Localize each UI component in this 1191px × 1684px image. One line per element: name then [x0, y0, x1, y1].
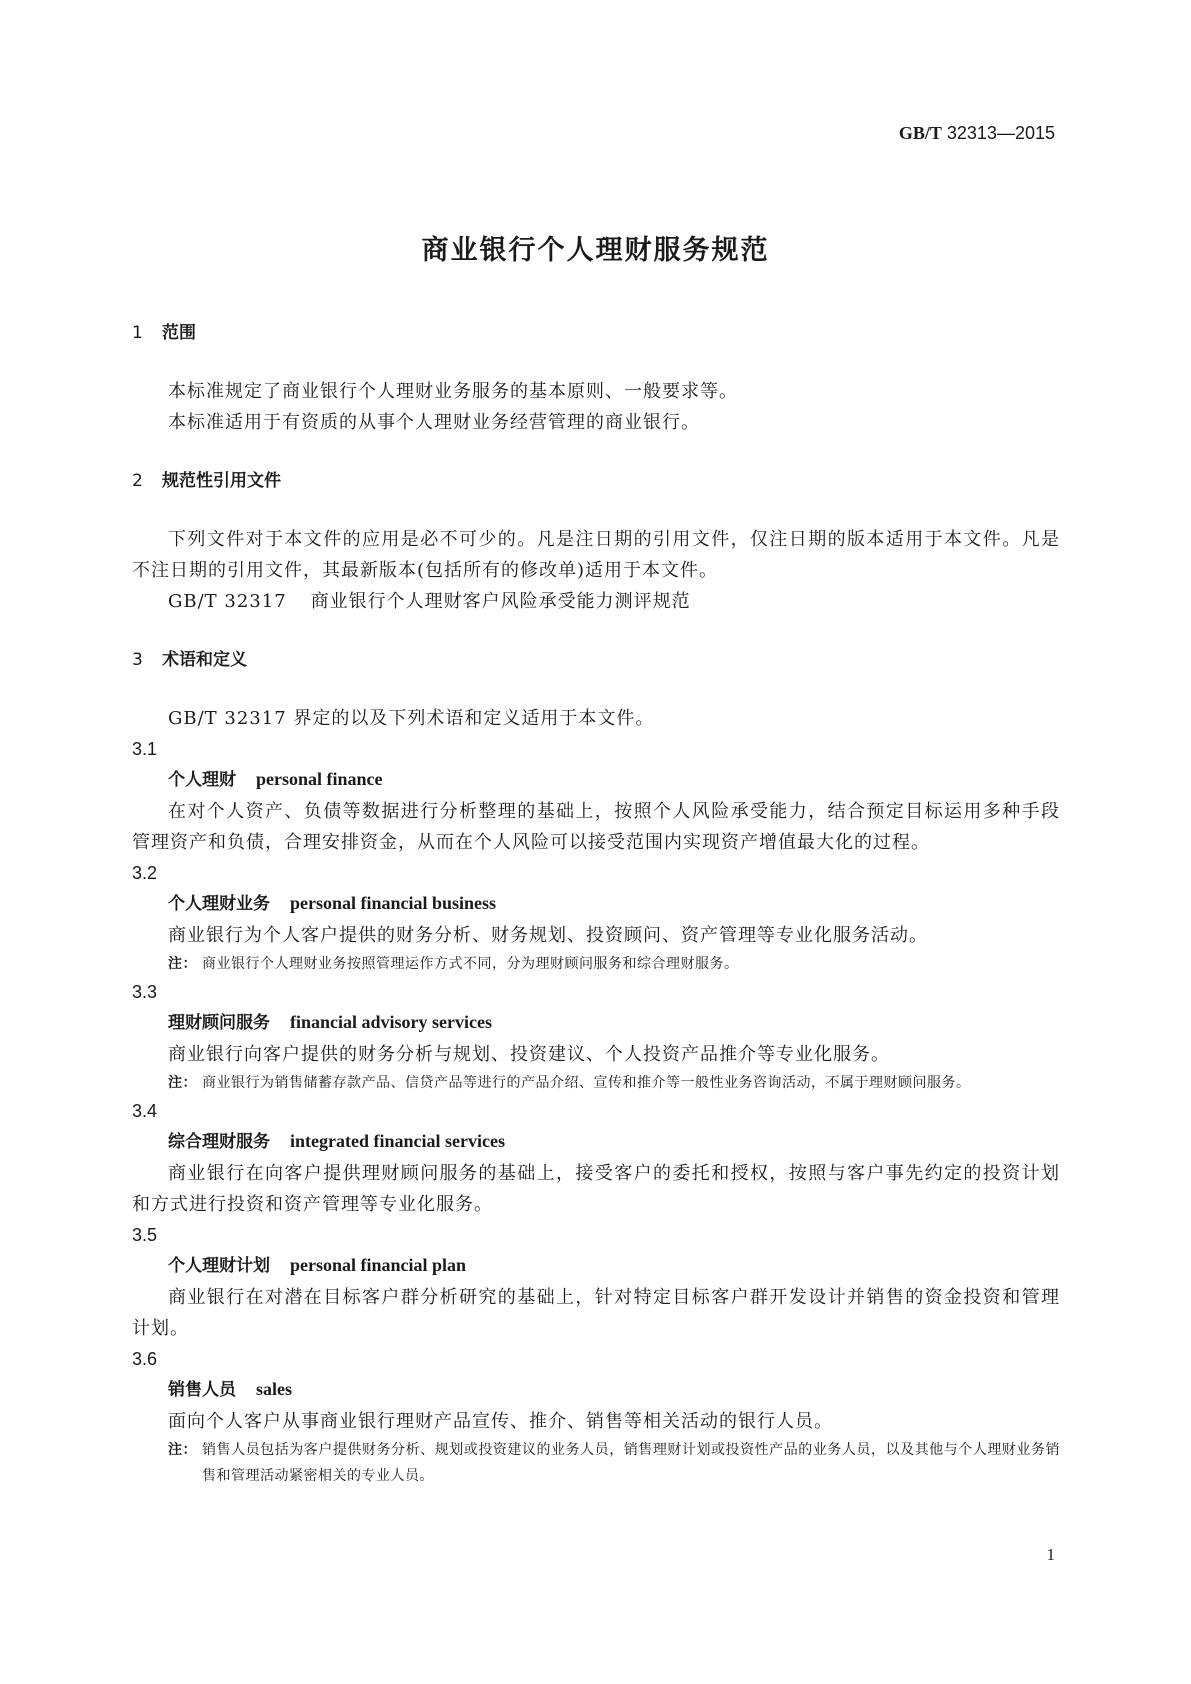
- standard-code-number: 32313—2015: [946, 123, 1055, 143]
- term-name-zh: 个人理财: [168, 770, 236, 790]
- term-note: [132, 951, 1060, 977]
- note-text: 销售人员包括为客户提供财务分析、规划或投资建议的业务人员，销售理财计划或投资性产品的业务人员，以及其他与个人理财业务销售和管理活动紧密相关的专业人员。: [202, 1442, 1060, 1484]
- term-note: [132, 1437, 1060, 1489]
- terms-intro: GB/T 32317 界定的以及下列术语和定义适用于本文件。: [168, 708, 655, 729]
- note-text: 商业银行个人理财业务按照管理运作方式不同，分为理财顾问服务和综合理财服务。: [202, 956, 739, 972]
- paragraph: 本标准规定了商业银行个人理财业务服务的基本原则、一般要求等。: [168, 381, 738, 402]
- term-definition: 面向个人客户从事商业银行理财产品宣传、推介、销售等相关活动的银行人员。: [168, 1411, 833, 1432]
- page-number: 1: [1046, 1545, 1055, 1564]
- section-heading-scope: [132, 320, 1060, 346]
- term-name-zh: 个人理财计划: [168, 1256, 270, 1276]
- term-name-zh: 综合理财服务: [168, 1132, 270, 1152]
- term-number: 3.1: [132, 739, 158, 759]
- term-name-en: personal finance: [256, 769, 383, 789]
- note-text: 商业银行为销售储蓄存款产品、信贷产品等进行的产品介绍、宣传和推介等一般性业务咨询活动，不属于理财顾问服务。: [202, 1075, 971, 1091]
- document-title: 商业银行个人理财服务规范: [421, 235, 770, 266]
- term-name: [132, 764, 1060, 796]
- term-number: 3.3: [132, 982, 158, 1002]
- term-name-zh: 个人理财业务: [168, 894, 270, 914]
- term-name-zh: 销售人员: [168, 1380, 236, 1400]
- term-name-en: sales: [256, 1379, 292, 1399]
- note-label: 注：: [168, 1442, 197, 1458]
- term-name: [132, 1126, 1060, 1158]
- term-name-en: financial advisory services: [290, 1012, 492, 1032]
- note-label: 注：: [168, 1075, 197, 1091]
- term-number: 3.2: [132, 863, 158, 883]
- reference-entry: [132, 586, 1060, 617]
- term-definition: 商业银行在对潜在目标客户群分析研究的基础上，针对特定目标客户群开发设计并销售的资金投资和管理计划。: [132, 1287, 1060, 1339]
- section-number: 2: [132, 471, 143, 491]
- section-title: 范围: [162, 323, 196, 343]
- standard-code-prefix: GB/T: [898, 123, 942, 143]
- term-name-en: personal financial business: [290, 893, 497, 913]
- section-number: 1: [132, 323, 143, 343]
- term-number: 3.4: [132, 1101, 158, 1121]
- term-definition: 商业银行为个人客户提供的财务分析、财务规划、投资顾问、资产管理等专业化服务活动。: [168, 925, 928, 946]
- section-title: 术语和定义: [162, 650, 247, 670]
- term-name: [132, 1250, 1060, 1282]
- term-number: 3.6: [132, 1349, 158, 1369]
- paragraph: 下列文件对于本文件的应用是必不可少的。凡是注日期的引用文件，仅注日期的版本适用于本文件。凡是不注日期的引用文件，其最新版本(包括所有的修改单)适用于本文件。: [132, 529, 1060, 581]
- term-name: [132, 888, 1060, 920]
- section-number: 3: [132, 650, 143, 670]
- term-number: 3.5: [132, 1225, 158, 1245]
- note-label: 注：: [168, 956, 197, 972]
- standard-code: [899, 123, 1055, 144]
- section-title: 规范性引用文件: [162, 471, 281, 491]
- paragraph: 本标准适用于有资质的从事个人理财业务经营管理的商业银行。: [168, 412, 700, 433]
- reference-title: 商业银行个人理财客户风险承受能力测评规范: [310, 591, 691, 612]
- term-definition: 在对个人资产、负债等数据进行分析整理的基础上，按照个人风险承受能力，结合预定目标运用多种手段管理资产和负债，合理安排资金，从而在个人风险可以接受范围内实现资产增值最大化的过程。: [132, 801, 1060, 853]
- section-heading-normative-references: [132, 468, 1060, 494]
- section-body-scope: [132, 376, 1060, 438]
- term-name: [132, 1374, 1060, 1406]
- term-definition: 商业银行向客户提供的财务分析与规划、投资建议、个人投资产品推介等专业化服务。: [168, 1044, 890, 1065]
- reference-code: GB/T 32317: [168, 591, 287, 612]
- document-body: [132, 320, 1060, 1489]
- term-name-zh: 理财顾问服务: [168, 1013, 270, 1033]
- term-note: [132, 1070, 1060, 1096]
- term-name: [132, 1007, 1060, 1039]
- section-heading-terms: [132, 647, 1060, 673]
- term-name-en: personal financial plan: [290, 1255, 467, 1275]
- section-body-normative-references: [132, 524, 1060, 617]
- term-name-en: integrated financial services: [290, 1131, 505, 1151]
- term-definition: 商业银行在向客户提供理财顾问服务的基础上，接受客户的委托和授权，按照与客户事先约定的投资计划和方式进行投资和资产管理等专业化服务。: [132, 1163, 1060, 1215]
